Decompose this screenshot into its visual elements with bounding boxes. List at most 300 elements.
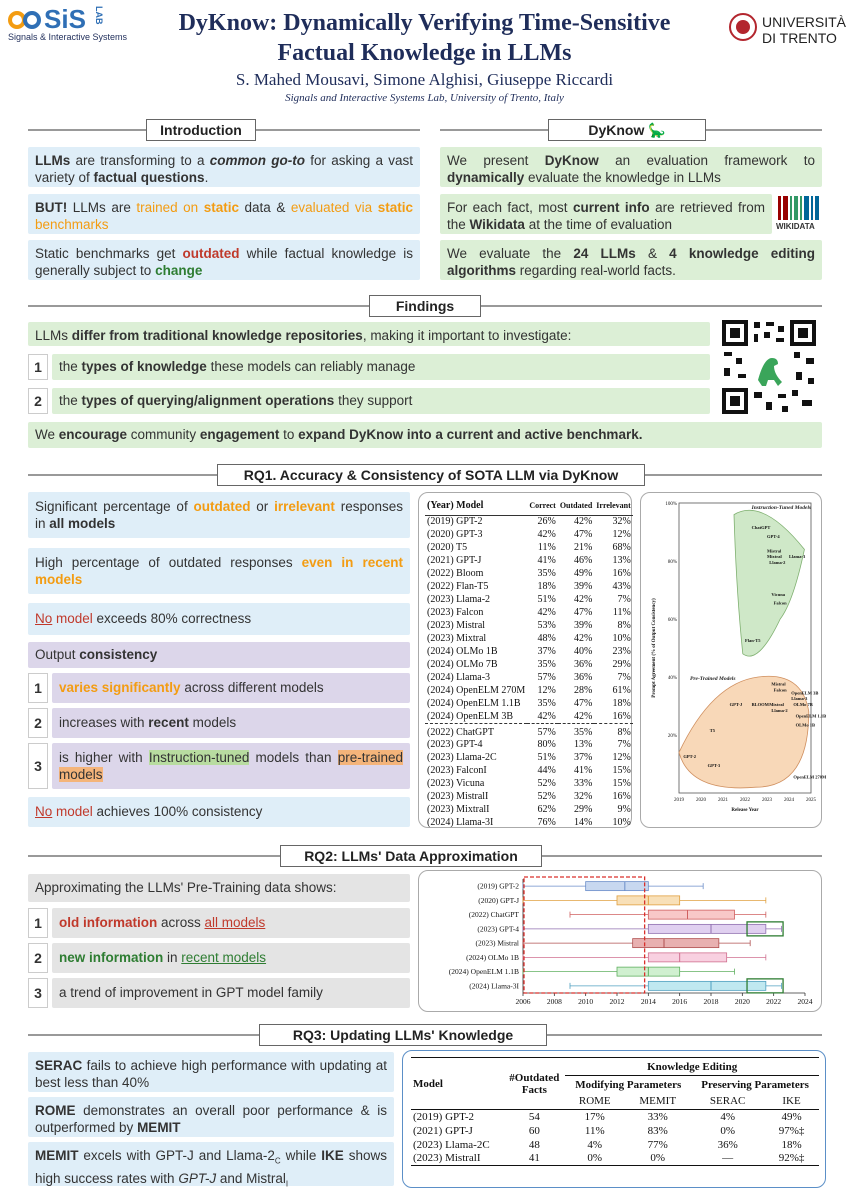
boxplot-box <box>648 924 766 933</box>
table-row <box>425 790 633 803</box>
rq1-text: model <box>52 611 93 626</box>
table-cell-value: 14% <box>573 816 593 828</box>
table-cell-value: 0% <box>624 1152 691 1166</box>
intro-text: . <box>204 170 209 185</box>
table-cell-model: (2022) Bloom <box>427 568 484 579</box>
table-cell-value: 13% <box>612 555 631 566</box>
x-tick-label: 2012 <box>609 997 625 1006</box>
intro-text: trained on <box>136 200 204 215</box>
x-tick-label: 2008 <box>546 997 562 1006</box>
findings-item-1 <box>52 354 710 380</box>
dyknow-text: 24 LLMs <box>573 246 636 261</box>
table-cell-model: (2024) OpenELM 270M <box>427 685 526 696</box>
scatter-point-label: Mixtral <box>767 554 782 560</box>
table-cell-value: 15% <box>612 764 631 776</box>
dyknow-text: an evaluation framework to <box>598 153 815 168</box>
table-row <box>425 632 633 645</box>
rq3-text: IKE <box>321 1148 344 1163</box>
university-name-1: UNIVERSITÀ <box>762 14 847 30</box>
table-cell-value: 42% <box>537 529 556 540</box>
table-cell-value: 8% <box>617 620 631 631</box>
table-cell-value: 33% <box>573 777 593 789</box>
table-cell-value: 32% <box>612 516 631 528</box>
table-cell-value: 77% <box>647 1138 668 1151</box>
dyknow-box-1 <box>440 147 822 187</box>
affiliation: Signals and Interactive Systems Lab, University of Trento, Italy <box>285 92 564 104</box>
x-tick-label: 2024 <box>797 997 813 1006</box>
intro-text: are transforming to a <box>70 153 210 168</box>
scatter-point-label: GPT-4 <box>767 533 780 539</box>
table-cell-model: (2024) OLMo 7B <box>427 659 498 670</box>
table-cell-value: 48% <box>537 633 556 644</box>
table-cell-value: 10% <box>612 633 631 644</box>
rq2-item-2 <box>52 943 410 973</box>
pretraining-chart-panel <box>418 870 822 1012</box>
table-cell-value: 7% <box>617 594 631 605</box>
table-row <box>425 764 633 777</box>
intro-text: evaluated via <box>290 200 378 215</box>
table-row <box>425 593 633 606</box>
table-cell-value: 41% <box>573 764 593 776</box>
table-cell-value: 35% <box>537 659 556 670</box>
rq2-text: new information <box>59 950 164 965</box>
table-row <box>425 777 633 790</box>
university-name-2: DI TRENTO <box>762 30 837 46</box>
table-row <box>425 658 633 671</box>
dyknow-text: dynamically <box>447 170 525 185</box>
rq3-text: MEMIT <box>137 1120 181 1135</box>
table-row <box>425 710 633 723</box>
intro-text: data & <box>239 200 291 215</box>
table-cell-model: (2023) Llama-2C <box>427 751 497 763</box>
table-cell-model: (2024) Llama-3I <box>427 816 494 828</box>
table-row <box>425 671 633 684</box>
table-cell-value: 36% <box>717 1138 738 1151</box>
table-row <box>425 803 633 816</box>
rq1-text: No <box>35 611 53 626</box>
intro-text: common go-to <box>209 153 305 168</box>
rq2-text: in <box>163 950 182 965</box>
table-cell-model: (2019) GPT-2 <box>413 1110 475 1123</box>
rq2-text: recent models <box>181 950 267 965</box>
table-cell-value: 28% <box>573 685 593 696</box>
table-cell-value: 4% <box>720 1110 735 1123</box>
table-cell-value: 13% <box>573 738 593 750</box>
dyknow-text: regarding real-world facts. <box>516 263 676 278</box>
page-title <box>0 8 849 68</box>
rq1-box-4 <box>28 797 410 827</box>
table-cell-value: 41 <box>503 1152 565 1166</box>
rq1-text: increases with <box>59 715 149 730</box>
findings-text: expand DyKnow into a current and active benchmark. <box>298 427 643 442</box>
scatter-point-label: Llama-2 <box>769 559 786 565</box>
findings-text: to <box>279 427 299 442</box>
scatter-point-label: OLMo 7B <box>793 702 813 707</box>
rq3-text: demonstrates an overall poor performance & is outperformed by <box>35 1103 387 1135</box>
table-cell-value: 47% <box>573 698 593 709</box>
rq3-th-facts-2: Facts <box>521 1083 547 1096</box>
table-cell-value: 57% <box>537 672 556 683</box>
x-tick-label: 2024 <box>784 798 794 803</box>
rq3-text: excels with GPT-J and Llama-2 <box>78 1148 275 1163</box>
wikidata-label: WIKIDATA <box>776 222 815 231</box>
findings-text: encourage <box>58 427 128 442</box>
rq1-box-1 <box>28 492 410 538</box>
table-cell-model: (2023) MistralI <box>411 1152 503 1166</box>
rq1-text: or <box>250 499 275 514</box>
section-heading-rq3: RQ3: Updating LLMs' Knowledge <box>259 1024 547 1046</box>
rq1-text: pre-trained models <box>59 750 403 782</box>
table-cell-model: (2023) Llama-2 <box>427 594 491 605</box>
rq2-text: a trend of improvement in GPT model family <box>59 985 323 1000</box>
rq3-th-facts-1: #Outdated <box>509 1071 560 1084</box>
rq3-box-1 <box>28 1052 394 1092</box>
consistency-scatter-chart <box>641 493 827 829</box>
table-cell-value: 8% <box>617 726 631 738</box>
table-cell-value: 12% <box>537 685 556 696</box>
dyknow-text: Wikidata <box>469 217 525 232</box>
rq3-text: I <box>285 1179 289 1189</box>
section-heading-dyknow <box>548 119 706 141</box>
table-cell-value: 68% <box>612 542 631 553</box>
table-cell-value: 7% <box>617 672 631 683</box>
boxplot-row-label: (2019) GPT-2 <box>477 881 519 891</box>
table-row <box>425 515 633 528</box>
x-tick-label: 2010 <box>578 997 594 1006</box>
rq1-table-instruct <box>425 723 633 829</box>
intro-box-1 <box>28 147 420 187</box>
rq3-text: shows high success rates with <box>35 1148 387 1186</box>
findings-text: types of knowledge <box>81 359 207 374</box>
dyknow-heading-text: DyKnow <box>588 122 645 138</box>
rq1-text: consistency <box>79 647 158 662</box>
lab-logo-sub: LAB <box>94 6 104 25</box>
intro-text: static <box>377 200 413 215</box>
table-cell-value: 83% <box>647 1124 668 1137</box>
rq3-text: and Mistral <box>216 1170 286 1186</box>
table-cell-value: — <box>691 1152 764 1166</box>
table-cell-value: 11% <box>612 607 631 618</box>
intro-text: outdated <box>182 246 240 261</box>
dyknow-text: 4 knowledge editing algorithms <box>447 246 815 278</box>
table-cell-value: 41% <box>537 555 556 566</box>
findings-text: types of querying/alignment operations <box>81 393 335 408</box>
lab-name: Signals & Interactive Systems <box>8 32 128 42</box>
table-cell-value: 29% <box>612 659 631 670</box>
table-cell-model: (2024) OpenELM 3B <box>427 710 514 722</box>
scatter-point-label: OpenELM 270M <box>793 774 827 780</box>
rq1-text: No <box>35 804 53 819</box>
table-cell-value: 16% <box>612 790 631 802</box>
dyknow-box-3 <box>440 240 822 280</box>
intro-text: LLMs <box>35 153 71 168</box>
rq1-text: irrelevant <box>274 499 335 514</box>
y-tick-label: 20% <box>667 734 677 739</box>
table-row <box>425 554 633 567</box>
qr-code <box>720 318 818 416</box>
table-cell-value: 16% <box>612 568 631 579</box>
rq2-text: Approximating the LLMs' Pre-Training data shows: <box>35 880 337 895</box>
table-cell-model: (2024) OpenELM 1.1B <box>427 698 521 709</box>
table-cell-value: 47% <box>573 607 593 618</box>
intro-text: BUT! <box>35 200 68 215</box>
rq1-table-pretrained <box>425 515 633 723</box>
university-logo <box>728 10 846 50</box>
table-cell-value: 42% <box>537 710 556 722</box>
rq1-th-correct: Correct <box>529 501 556 511</box>
scatter-point-label: Vicuna <box>771 591 785 597</box>
table-cell-value: 0% <box>720 1124 735 1137</box>
table-cell-value: 62% <box>537 803 556 815</box>
scatter-point-label: Llama-3 <box>789 554 806 560</box>
rq1-item-2 <box>52 708 410 738</box>
findings-item-2 <box>52 388 710 414</box>
rq2-num-3: 3 <box>28 978 48 1008</box>
table-cell-model: (2023) MixtralI <box>427 803 490 815</box>
table-row <box>425 619 633 632</box>
region-label-instruct: Instruction-Tuned Models <box>751 504 812 511</box>
boxplot-box <box>633 939 719 948</box>
table-cell-value: 42% <box>573 710 593 722</box>
table-row <box>425 580 633 593</box>
table-cell-value: 42% <box>573 516 593 528</box>
scatter-point-label: Flan-T5 <box>745 638 761 644</box>
scatter-point-label: OpenELM 3B <box>791 690 819 696</box>
table-cell-value: 51% <box>537 751 556 763</box>
boxplot-row-label: (2022) ChatGPT <box>468 910 519 920</box>
table-cell-value: 46% <box>573 555 593 566</box>
intro-text: static <box>203 200 239 215</box>
table-cell-value: 97%‡ <box>778 1124 805 1137</box>
table-cell-value: 35% <box>537 568 556 579</box>
table-cell-value: 47% <box>573 529 593 540</box>
table-cell-value: 49% <box>781 1110 802 1123</box>
x-tick-label: 2020 <box>696 798 706 803</box>
table-row <box>425 738 633 751</box>
pretraining-boxplot-chart <box>419 871 823 1013</box>
table-cell-value: 10% <box>612 816 631 828</box>
rq3-th-group-mod: Modifying Parameters <box>565 1076 691 1094</box>
table-cell-value: 53% <box>537 620 556 631</box>
section-heading-rq1: RQ1. Accuracy & Consistency of SOTA LLM via DyKnow <box>217 464 645 486</box>
boxplot-box <box>648 953 726 962</box>
table-row <box>425 528 633 541</box>
dyknow-text: at the time of evaluation <box>524 217 673 232</box>
table-cell-value: 48 <box>528 1138 540 1151</box>
rq1-text: achieves 100% consistency <box>92 804 263 819</box>
table-row <box>411 1152 819 1166</box>
rq2-lead <box>28 874 410 902</box>
dyknow-text: We evaluate the <box>447 246 574 261</box>
table-cell-value: 16% <box>612 710 631 722</box>
rq3-text: GPT-J <box>178 1170 217 1186</box>
rq1-th-model: (Year) Model <box>427 500 484 512</box>
boxplot-row-label: (2023) GPT-4 <box>477 924 519 934</box>
scatter-point-label: GPT-2 <box>683 754 696 760</box>
findings-text: , making it important to investigate: <box>362 328 572 343</box>
table-cell-model: (2023) Vicuna <box>427 777 485 789</box>
table-cell-model: (2022) Flan-T5 <box>427 581 489 592</box>
section-heading-rq2: RQ2: LLMs' Data Approximation <box>280 845 542 867</box>
table-cell-value: 42% <box>573 633 593 644</box>
x-axis-label: Release Year <box>731 808 759 813</box>
table-cell-value: 12% <box>612 529 631 540</box>
table-cell-value: 36% <box>573 659 593 670</box>
y-tick-label: 100% <box>665 502 677 507</box>
table-row <box>425 567 633 580</box>
x-tick-label: 2018 <box>703 997 719 1006</box>
findings-text: engagement <box>199 427 280 442</box>
table-row <box>425 816 633 829</box>
rq1-table-panel <box>418 492 632 828</box>
scatter-point-label: Falcon <box>773 687 787 693</box>
rq3-box-2 <box>28 1097 394 1137</box>
findings-num-1: 1 <box>28 354 48 380</box>
table-cell-value: 18% <box>781 1138 802 1151</box>
rq3-text: ROME <box>35 1103 76 1118</box>
table-cell-value: 40% <box>573 646 593 657</box>
rq3-table <box>411 1057 819 1166</box>
boxplot-box <box>648 981 766 990</box>
x-tick-label: 2021 <box>718 798 728 803</box>
table-cell-value: 4% <box>587 1138 603 1151</box>
rq3-th-group-pres: Preserving Parameters <box>691 1076 819 1094</box>
boxplot-box <box>586 882 649 891</box>
rq1-text: models than <box>249 750 338 765</box>
table-cell-value: 29% <box>573 803 593 815</box>
rq1-text: all models <box>49 516 116 531</box>
table-cell-value: 54 <box>528 1110 540 1123</box>
scatter-point-label: GPT-3 <box>707 762 721 768</box>
table-cell-value: 76% <box>537 816 556 828</box>
boxplot-row-label: (2024) Llama-3I <box>469 981 519 991</box>
table-cell-model: (2023) Mixtral <box>427 633 487 644</box>
rq1-item-1 <box>52 673 410 703</box>
x-tick-label: 2016 <box>672 997 688 1006</box>
scatter-point-label: BLOOM <box>751 702 769 707</box>
rq1-text: recent <box>148 715 189 730</box>
table-cell-model: (2023) Falcon <box>427 607 484 618</box>
findings-text: the <box>59 359 82 374</box>
rq1-num-2: 2 <box>28 708 48 738</box>
table-cell-value: 21% <box>573 542 593 553</box>
scatter-point-label: OpenELM 1.1B <box>795 713 827 719</box>
dinosaur-icon: 🦕 <box>648 122 666 138</box>
table-cell-value: 39% <box>573 581 593 592</box>
rq2-item-3 <box>52 978 410 1008</box>
table-cell-value: 23% <box>612 646 631 657</box>
table-cell-model: (2023) Mistral <box>427 620 486 631</box>
rq1-num-1: 1 <box>28 673 48 703</box>
table-cell-model: (2021) GPT-J <box>427 555 482 566</box>
dyknow-box-2 <box>440 194 772 234</box>
table-cell-value: 80% <box>537 738 556 750</box>
scatter-point-label: Mixtral <box>769 702 784 707</box>
intro-text: benchmarks <box>35 217 109 232</box>
scatter-point-label: GPT-J <box>729 702 743 707</box>
table-row <box>425 697 633 710</box>
rq1-text: High percentage of outdated responses <box>35 555 302 570</box>
section-heading-findings: Findings <box>369 295 481 317</box>
y-tick-label: 80% <box>667 560 677 565</box>
table-cell-value: 60 <box>528 1124 540 1137</box>
table-row <box>411 1138 819 1152</box>
title-line-2: Factual Knowledge in LLMs <box>277 40 572 66</box>
rq1-consistency <box>28 642 410 668</box>
table-cell-value: 42% <box>537 607 556 618</box>
x-tick-label: 2023 <box>762 798 772 803</box>
intro-box-2 <box>28 194 420 234</box>
table-row <box>425 723 633 738</box>
rq1-text: model <box>52 804 93 819</box>
rq1-text: even in recent models <box>35 555 403 587</box>
table-cell-value: 52% <box>537 790 556 802</box>
rq1-item-3 <box>52 743 410 789</box>
table-cell-value: 12% <box>612 751 631 763</box>
rq1-text: exceeds 80% correctness <box>92 611 252 626</box>
table-cell-value: 26% <box>537 516 556 528</box>
boxplot-row-label: (2024) OLMo 1B <box>466 952 519 962</box>
rq1-text: Significant percentage of <box>35 499 194 514</box>
rq3-table-body <box>411 1110 819 1166</box>
rq3-text: MEMIT <box>35 1148 79 1163</box>
intro-text: while factual knowledge is generally subject to <box>35 246 413 278</box>
table-cell-model: (2023) Llama-2C <box>413 1138 490 1151</box>
boxplot-box <box>648 910 734 919</box>
rq1-text: Output <box>35 647 80 662</box>
rq2-text: all models <box>204 915 266 930</box>
table-cell-value: 36% <box>573 672 593 683</box>
table-cell-model: (2019) GPT-2 <box>427 516 483 528</box>
table-cell-model: (2021) GPT-J <box>413 1124 473 1137</box>
rq3-table-panel <box>402 1050 826 1188</box>
intro-box-3 <box>28 240 420 280</box>
rq3-th-memit: MEMIT <box>624 1094 691 1110</box>
findings-text: community <box>127 427 200 442</box>
table-cell-value: 33% <box>647 1110 668 1123</box>
rq2-num-2: 2 <box>28 943 48 973</box>
intro-text: LLMs are <box>67 200 137 215</box>
rq3-text: fails to achieve high performance with updating at best less than 40% <box>35 1058 387 1090</box>
dyknow-text: current info <box>573 200 650 215</box>
scatter-point-label: OLMo 1B <box>795 722 815 728</box>
findings-text: these models can reliably manage <box>206 359 416 374</box>
scatter-point-label: T5 <box>709 728 716 734</box>
x-tick-label: 2019 <box>674 798 684 803</box>
intro-text: Static benchmarks get <box>35 246 183 261</box>
rq3-text: while <box>280 1148 322 1163</box>
wikidata-logo <box>776 194 824 234</box>
x-tick-label: 2022 <box>740 798 750 803</box>
rq3-text: SERAC <box>35 1058 83 1073</box>
table-cell-value: 11% <box>584 1124 605 1137</box>
table-cell-model: (2023) GPT-4 <box>427 738 483 750</box>
table-row <box>411 1124 819 1138</box>
table-row <box>425 684 633 697</box>
lab-logo-text: SiS <box>44 4 86 34</box>
table-cell-value: 52% <box>537 777 556 789</box>
boxplot-row-label: (2023) Mistral <box>475 938 519 948</box>
findings-lead <box>28 322 710 346</box>
table-cell-value: 7% <box>617 738 631 750</box>
rq1-box-2 <box>28 548 410 594</box>
table-cell-value: 17% <box>584 1110 605 1123</box>
qr-code-icon <box>720 318 818 416</box>
findings-closing <box>28 422 822 448</box>
table-cell-value: 18% <box>537 581 556 592</box>
table-cell-value: 15% <box>612 777 631 789</box>
rq3-th-model: Model <box>411 1058 503 1110</box>
